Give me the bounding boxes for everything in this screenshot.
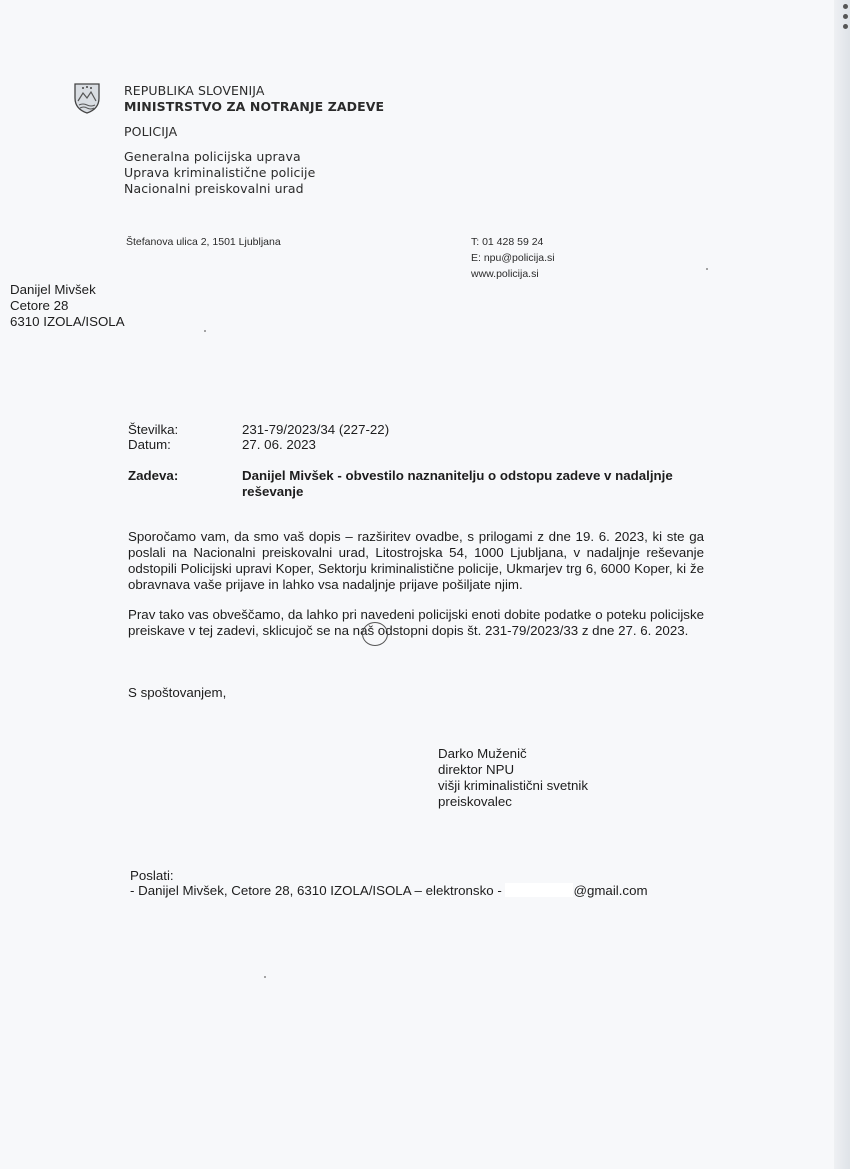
send-to-address: - Danijel Mivšek, Cetore 28, 6310 IZOLA/ISOLA – elektronsko -	[130, 883, 502, 898]
header-address: Štefanova ulica 2, 1501 Ljubljana	[126, 236, 281, 248]
number-value: 231-79/2023/34 (227-22)	[242, 422, 390, 437]
email-domain: @gmail.com	[573, 883, 648, 898]
coat-of-arms-icon	[73, 82, 101, 114]
header-ministry: MINISTRSTVO ZA NOTRANJE ZADEVE	[124, 99, 385, 114]
scan-edge-mark	[843, 14, 848, 19]
body-paragraph-2: Prav tako vas obveščamo, da lahko pri navedeni policijski enoti dobite podatke o poteku policijske preiskave v tej zadevi, sklicujoč se na naš odstopni dopis št. 231-79/2023/33 z dne 27. 6. 2023.	[128, 607, 704, 638]
pen-circle-mark	[362, 622, 388, 646]
number-label: Številka:	[128, 422, 179, 437]
subject-value-cont: reševanje	[242, 484, 304, 499]
signature-name: Darko Muženič	[438, 746, 527, 761]
redacted-email-user	[505, 883, 573, 897]
header-phone: T: 01 428 59 24	[471, 236, 544, 248]
header-unit-line: Generalna policijska uprava	[124, 149, 301, 164]
header-police: POLICIJA	[124, 124, 178, 139]
header-unit-line: Uprava kriminalistične policije	[124, 165, 316, 180]
header-republic: REPUBLIKA SLOVENIJA	[124, 83, 265, 98]
subject-label: Zadeva:	[128, 468, 179, 483]
scan-speck	[264, 976, 266, 978]
header-unit-line: Nacionalni preiskovalni urad	[124, 181, 304, 196]
body-paragraph-1: Sporočamo vam, da smo vaš dopis – razširitev ovadbe, s prilogami z dne 19. 6. 2023, ki ste ga poslali na Nacionalni preiskovalni urad, Litostrojska 54, 1000 Ljubljana, v nadaljnje reševanje odstopili Policijski upravi Koper, Sektorju kriminalistične policije, Ukmarjev trg 6, 6000 Koper, ki že obravnava vaše prijave in lahko vsa nadaljnje prijave pošiljate njim.	[128, 529, 704, 592]
subject-value: Danijel Mivšek - obvestilo naznanitelju o odstopu zadeve v nadaljnje	[242, 468, 673, 483]
recipient-city: 6310 IZOLA/ISOLA	[10, 314, 125, 329]
scan-edge-mark	[843, 4, 848, 9]
date-label: Datum:	[128, 437, 171, 452]
send-to-label: Poslati:	[130, 868, 174, 883]
header-email: E: npu@policija.si	[471, 252, 555, 264]
signature-title: direktor NPU	[438, 762, 515, 777]
recipient-name: Danijel Mivšek	[10, 282, 96, 297]
scan-speck	[706, 268, 708, 270]
header-website: www.policija.si	[471, 268, 539, 280]
send-to-line	[130, 883, 648, 899]
scan-edge-mark	[843, 24, 848, 29]
scan-speck	[204, 330, 206, 332]
signature-role: preiskovalec	[438, 794, 512, 809]
date-value: 27. 06. 2023	[242, 437, 316, 452]
recipient-street: Cetore 28	[10, 298, 69, 313]
signature-rank: višji kriminalistični svetnik	[438, 778, 588, 793]
closing: S spoštovanjem,	[128, 685, 227, 700]
scan-edge	[834, 0, 850, 1169]
